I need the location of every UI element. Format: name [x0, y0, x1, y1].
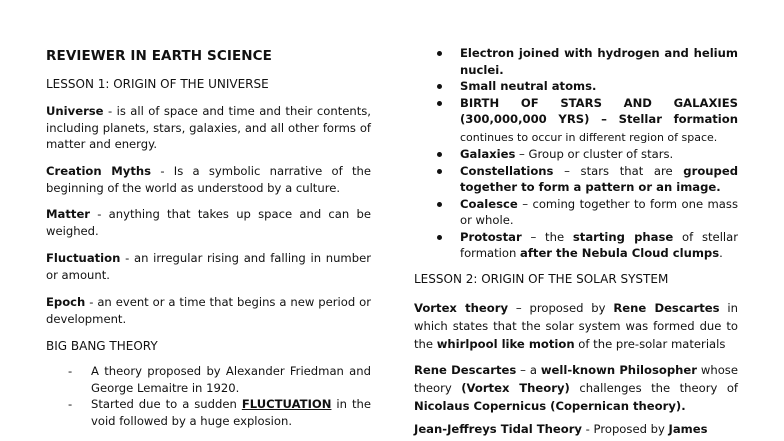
- bold-text: Coalesce: [460, 196, 518, 211]
- normal-text: – proposed by: [508, 301, 614, 315]
- normal-text: – the: [521, 229, 573, 244]
- bold-text: Galaxies: [460, 147, 516, 161]
- lesson-1-heading: LESSON 1: ORIGIN OF THE UNIVERSE: [46, 77, 269, 91]
- bullet-dot: [437, 169, 442, 174]
- definition-text: - anything that takes up space and can be weighed.: [46, 207, 371, 238]
- normal-text: – Group or cluster of stars.: [515, 147, 674, 161]
- bullet-dot: [437, 84, 442, 89]
- list-item: [414, 78, 738, 95]
- bold-text: Rene Descartes: [613, 301, 720, 315]
- definition-creation-myths: [46, 163, 371, 196]
- big-bang-list: [46, 363, 371, 429]
- list-item-text: Started due to a sudden: [91, 397, 242, 411]
- bullet-dot: [437, 235, 442, 240]
- list-item: [414, 146, 738, 163]
- definition-term: Fluctuation: [46, 251, 121, 265]
- list-item: [414, 45, 738, 78]
- definition-text: - an event or a time that begins a new period or development.: [46, 295, 371, 326]
- normal-text: in which states that the solar system was formed due to the: [414, 301, 738, 351]
- bold-text: Small neutral atoms.: [460, 79, 597, 93]
- list-item: [414, 95, 738, 147]
- big-bang-heading: BIG BANG THEORY: [46, 339, 158, 353]
- normal-text: challenges the theory of: [569, 381, 738, 395]
- normal-text: - Proposed by: [582, 422, 669, 436]
- normal-text: .: [719, 246, 723, 260]
- bold-text: Protostar: [460, 229, 522, 244]
- list-item: [46, 363, 371, 396]
- bullet-dot: [437, 51, 442, 56]
- dash-bullet: -: [68, 397, 73, 411]
- normal-text: – stars that are: [553, 163, 684, 178]
- definition-text: - Is a symbolic narrative of the beginning of the world as understood by a culture.: [46, 164, 371, 195]
- bold-text: Constellations: [460, 163, 554, 178]
- bullet-dot: [437, 152, 442, 157]
- document-title: REVIEWER IN EARTH SCIENCE: [46, 48, 273, 64]
- normal-text: of stellar formation: [460, 229, 739, 260]
- bold-text: (Vortex Theory): [461, 381, 570, 395]
- definition-text: - an irregular rising and falling in number or amount.: [46, 251, 371, 282]
- bold-text: starting phase: [572, 229, 674, 244]
- list-item-text: in the void followed by a huge explosion.: [91, 397, 371, 428]
- normal-text: whose theory: [414, 363, 738, 395]
- definition-epoch: [46, 294, 371, 327]
- bold-text: James: [668, 422, 708, 436]
- bold-text: Rene Descartes: [414, 363, 517, 377]
- bold-text: grouped together to form a pattern or an image.: [460, 163, 738, 194]
- bold-text: after the Nebula Cloud clumps: [520, 246, 720, 260]
- bold-text: Vortex theory: [414, 301, 508, 315]
- bold-text: well-known Philosopher: [540, 363, 697, 377]
- definition-text: - is all of space and time and their contents, including planets, stars, galaxies, and all other forms of matter and energy.: [46, 104, 371, 151]
- normal-text: – coming together to form one mass or whole.: [460, 196, 738, 227]
- bullet-dot: [437, 202, 442, 207]
- definition-term: Matter: [46, 207, 91, 221]
- definition-fluctuation: [46, 250, 371, 283]
- bold-text: Electron joined with hydrogen and helium nuclei.: [460, 46, 738, 77]
- bullet-dot: [437, 101, 442, 106]
- definition-universe: [46, 103, 371, 153]
- list-item: [414, 196, 738, 229]
- definition-matter: [46, 206, 371, 239]
- bold-text: whirlpool like motion: [436, 337, 575, 351]
- bold-text: BIRTH OF STARS AND GALAXIES (300,000,000 YRS) – Stellar formation: [460, 95, 738, 126]
- paragraph-tidal-theory: [414, 420, 738, 438]
- list-item-text: A theory proposed by Alexander Friedman and George Lemaitre in 1920.: [91, 364, 371, 395]
- stellar-bullet-list: [414, 45, 738, 262]
- lesson-2-heading: LESSON 2: ORIGIN OF THE SOLAR SYSTEM: [414, 272, 669, 286]
- dash-bullet: -: [68, 364, 73, 378]
- bold-text: Jean-Jeffreys Tidal Theory: [414, 422, 582, 436]
- paragraph-vortex-theory: [414, 299, 738, 353]
- normal-text: continues to occur in different region of space.: [460, 130, 718, 144]
- bold-text: Nicolaus Copernicus (Copernican theory).: [414, 399, 686, 413]
- list-item: [414, 229, 738, 262]
- definition-term: Epoch: [46, 295, 86, 309]
- paragraph-rene-descartes: [414, 361, 738, 415]
- normal-text: of the pre-solar materials: [574, 337, 726, 351]
- list-item: [414, 163, 738, 196]
- definition-term: Creation Myths: [46, 164, 152, 178]
- definition-term: Universe: [46, 104, 104, 118]
- normal-text: – a: [516, 363, 541, 377]
- underlined-keyword: FLUCTUATION: [241, 397, 332, 411]
- list-item: [46, 396, 371, 429]
